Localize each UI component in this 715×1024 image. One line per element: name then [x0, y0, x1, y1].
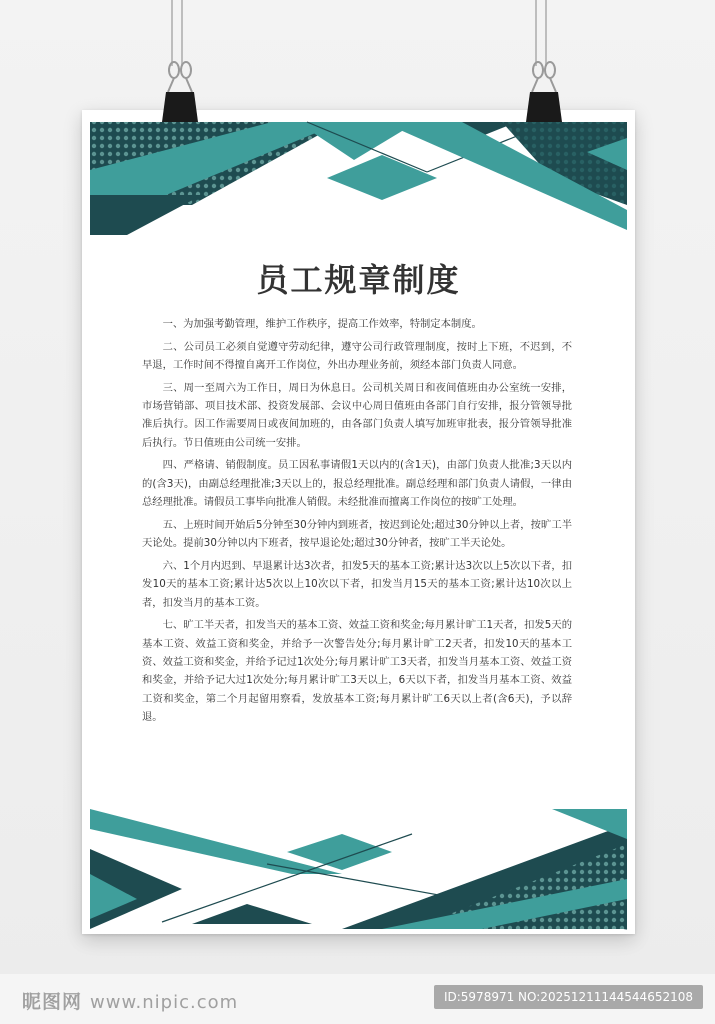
regulation-paragraph-4: 四、严格请、销假制度。员工因私事请假1天以内的(含1天)，由部门负责人批准;3天以内的(含3天)，由副总经理批准;3天以上的，报总经理批准。副总经理和部门负责人请假，一律由总经理批准。请假员工事毕向批准人销假。未经批准而擅离工作岗位的按旷工处理。	[142, 459, 572, 509]
nipic-logo	[22, 987, 238, 1014]
regulation-paragraph-5: 五、上班时间开始后5分钟至30分钟内到班者，按迟到论处;超过30分钟以上者，按旷工半天论处。提前30分钟以内下班者，按早退论处;超过30分钟者，按旷工半天论处。	[142, 518, 572, 550]
binder-clip-left	[160, 0, 200, 125]
poster-sheet	[82, 110, 635, 934]
poster-title: 员工规章制度	[256, 261, 461, 299]
image-id-label: ID:5978971 NO:20251211144544652108	[434, 985, 703, 1009]
regulation-paragraph-7: 七、旷工半天者，扣发当天的基本工资、效益工资和奖金;每月累计旷工1天者，扣发5天的基本工资、效益工资和奖金，并给予一次警告处分;每月累计旷工2天者，扣发10天的基本工资、效益工资和奖金，并给予记过1次处分;每月累计旷工3天者，扣发当月基本工资、效益工资和奖金，并给予记大过1次处分;每月累计旷工3天以上，6天以下者，扣发当月基本工资、效益工资和奖金，第二个月起留用察看，发放基本工资;每月累计旷工6天以上者(含6天)，予以辞退。	[142, 619, 572, 724]
regulations-body	[142, 315, 572, 731]
top-geometric-decoration	[82, 110, 635, 245]
watermark-footer	[0, 974, 715, 1024]
regulation-paragraph-2: 二、公司员工必须自觉遵守劳动纪律，遵守公司行政管理制度，按时上下班，不迟到，不早退，工作时间不得擅自离开工作岗位，外出办理业务前，须经本部门负责人同意。	[142, 340, 572, 371]
bottom-geometric-decoration	[82, 804, 635, 934]
regulation-paragraph-1: 一、为加强考勤管理，维护工作秩序，提高工作效率，特制定本制度。	[162, 318, 482, 330]
logo-text: 昵图网	[22, 991, 83, 1013]
regulation-paragraph-6: 六、1个月内迟到、早退累计达3次者，扣发5天的基本工资;累计达3次以上5次以下者，扣发10天的基本工资;累计达5次以上10次以下者，扣发当月15天的基本工资;累计达10次以上者，扣发当月的基本工资。	[142, 559, 572, 609]
binder-clip-right	[524, 0, 564, 125]
logo-url: www.nipic.com	[90, 992, 239, 1013]
regulation-paragraph-3: 三、周一至周六为工作日，周日为休息日。公司机关周日和夜间值班由办公室统一安排，市场营销部、项目技术部、投资发展部、会议中心周日值班由各部门自行安排，报分管领导批准后执行。因工作需要周日或夜间加班的，由各部门负责人填写加班审批表，报分管领导批准后执行。节日值班由公司统一安排。	[142, 381, 572, 449]
